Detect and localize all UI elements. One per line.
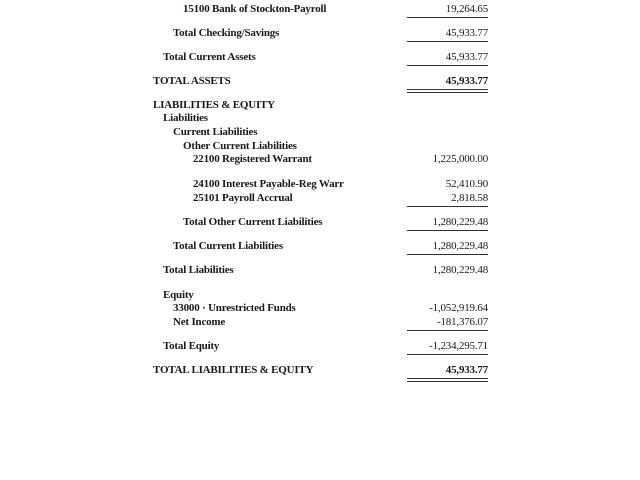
section-heading: Liabilities xyxy=(163,112,208,124)
subtotal-rule xyxy=(407,254,488,255)
report-heading-liabilities xyxy=(0,112,640,126)
section-heading: Other Current Liabilities xyxy=(183,140,297,152)
subtotal-rule xyxy=(407,230,488,231)
section-heading: Current Liabilities xyxy=(173,126,258,138)
section-heading: Equity xyxy=(163,289,194,301)
row-label: 25101 Payroll Accrual xyxy=(193,192,293,204)
report-row-interest-payable xyxy=(0,178,640,192)
row-label: Net Income xyxy=(173,316,226,328)
report-row-registered-warrant xyxy=(0,153,640,167)
row-amount: 19,264.65 xyxy=(445,3,488,15)
subtotal-rule xyxy=(407,65,488,66)
row-label: 22100 Registered Warrant xyxy=(193,153,312,165)
row-label: Total Liabilities xyxy=(163,264,234,276)
report-row-total-current-liabilities xyxy=(0,240,640,254)
row-amount: 52,410.90 xyxy=(445,178,488,190)
subtotal-rule xyxy=(407,354,488,355)
report-heading-liabilities-equity xyxy=(0,99,640,113)
row-label: 24100 Interest Payable-Reg Warr xyxy=(193,178,344,190)
row-amount: -1,052,919.64 xyxy=(429,302,488,314)
row-label: Total Other Current Liabilities xyxy=(183,216,323,228)
report-heading-other-current-liabilities xyxy=(0,140,640,154)
row-label: TOTAL LIABILITIES & EQUITY xyxy=(153,364,314,376)
row-amount: -181,376.07 xyxy=(437,316,488,328)
subtotal-rule xyxy=(407,17,488,18)
row-label: 33000 · Unrestricted Funds xyxy=(173,302,296,314)
section-heading: LIABILITIES & EQUITY xyxy=(153,99,275,111)
row-amount: 1,225,000.00 xyxy=(432,153,488,165)
row-amount: 2,818.58 xyxy=(451,192,488,204)
report-heading-current-liabilities xyxy=(0,126,640,140)
row-label: Total Equity xyxy=(163,340,220,352)
row-label: Total Current Liabilities xyxy=(173,240,283,252)
subtotal-rule xyxy=(407,41,488,42)
row-amount: 1,280,229.48 xyxy=(432,240,488,252)
row-amount: 45,933.77 xyxy=(445,75,488,87)
report-row-total-liabilities-equity xyxy=(0,364,640,378)
report-row-unrestricted-funds xyxy=(0,302,640,316)
report-row-total-equity xyxy=(0,340,640,354)
row-amount: 1,280,229.48 xyxy=(432,216,488,228)
row-label: TOTAL ASSETS xyxy=(153,75,231,87)
row-amount: 45,933.77 xyxy=(445,27,488,39)
subtotal-rule xyxy=(407,330,488,331)
report-row-total-liabilities xyxy=(0,264,640,278)
report-row-net-income xyxy=(0,316,640,330)
row-amount: 1,280,229.48 xyxy=(432,264,488,276)
report-row-bank-stockton-payroll xyxy=(0,3,640,17)
report-row-total-other-current-liabilities xyxy=(0,216,640,230)
row-amount: 45,933.77 xyxy=(445,364,488,376)
row-label: 15100 Bank of Stockton-Payroll xyxy=(183,3,327,15)
report-row-payroll-accrual xyxy=(0,192,640,206)
report-row-total-assets xyxy=(0,75,640,89)
grand-total-double-rule xyxy=(407,89,488,93)
row-label: Total Current Assets xyxy=(163,51,256,63)
row-amount: -1,234,295.71 xyxy=(429,340,488,352)
row-amount: 45,933.77 xyxy=(445,51,488,63)
subtotal-rule xyxy=(407,206,488,207)
row-label: Total Checking/Savings xyxy=(173,27,280,39)
report-row-total-current-assets xyxy=(0,51,640,65)
grand-total-double-rule xyxy=(407,378,488,382)
report-heading-equity xyxy=(0,289,640,303)
report-row-total-checking-savings xyxy=(0,27,640,41)
